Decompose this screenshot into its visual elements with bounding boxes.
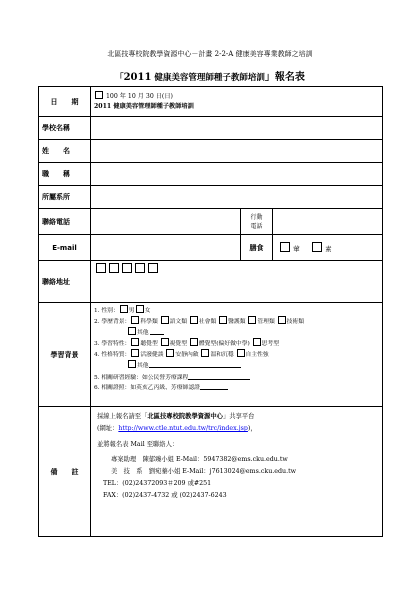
traits-line: 4. 性格特質： 活潑健談 安靜內斂 溫和沉穩 自主性強 bbox=[94, 349, 379, 360]
date-value: 100 年 10 月 30 日(日) 2011 健康美容管理師種子教師培訓 bbox=[91, 87, 383, 117]
diet-label: 膳食 bbox=[241, 235, 273, 261]
education-other-line: 其他 bbox=[94, 327, 379, 338]
date-event-name: 2011 健康美容管理師種子教師培訓 bbox=[94, 103, 194, 110]
title-close: 」報名表 bbox=[264, 72, 305, 83]
postcode-box-2[interactable] bbox=[109, 263, 119, 273]
notes-line-1: 採線上報名請至「北區技專校院教學資源中心」共享平台 bbox=[97, 413, 255, 420]
diet-options: 葷 素 bbox=[273, 235, 383, 261]
address-field[interactable] bbox=[91, 261, 383, 303]
phone-label: 聯絡電話 bbox=[39, 209, 91, 235]
title-year: 2011 bbox=[123, 72, 152, 83]
trait-opt-3-checkbox[interactable] bbox=[237, 349, 245, 357]
title-name: 健康美容管理師種子教師培訓 bbox=[154, 73, 265, 83]
traits-other-line: 其他 bbox=[94, 360, 379, 371]
email-label: E-mail bbox=[39, 235, 91, 261]
notes-line-3: 並將報名表 Mail 至聯絡人： bbox=[97, 441, 179, 448]
edu-opt-3-checkbox[interactable] bbox=[219, 316, 227, 324]
edu-opt-1-checkbox[interactable] bbox=[161, 316, 169, 324]
style-opt-2-checkbox[interactable] bbox=[190, 338, 198, 346]
date-label: 日 期 bbox=[39, 87, 91, 117]
position-row bbox=[39, 163, 383, 186]
notes-label: 備 註 bbox=[39, 407, 91, 537]
edu-opt-0-checkbox[interactable] bbox=[131, 316, 139, 324]
certificate-line: 6. 相關證照：如英亥乙丙級、芳療師認證 bbox=[94, 383, 379, 393]
date-checkbox[interactable] bbox=[95, 91, 103, 99]
style-opt-1-checkbox[interactable] bbox=[161, 338, 169, 346]
form-subtitle: 北區技專校院教學資源中心－計畫 2-2-A 健康美容專業教師之培訓 bbox=[107, 50, 313, 58]
registration-table bbox=[38, 86, 383, 537]
edu-other-checkbox[interactable] bbox=[128, 327, 136, 335]
postcode-box-1[interactable] bbox=[96, 263, 106, 273]
postcode-box-4[interactable] bbox=[135, 263, 145, 273]
edu-opt-2-checkbox[interactable] bbox=[190, 316, 198, 324]
email-row bbox=[39, 235, 383, 261]
position-field[interactable] bbox=[91, 163, 383, 186]
learning-style-line: 3. 學習特性： 聽覺型 視覺型 體覺型(偏好做中學) 思考型 bbox=[94, 338, 379, 349]
school-field[interactable] bbox=[91, 117, 383, 140]
trait-opt-0-checkbox[interactable] bbox=[131, 349, 139, 357]
notes-content bbox=[91, 407, 383, 537]
education-line: 2. 學歷背景： 科學類 語文類 社會類 醫護類 管理類 技術類 bbox=[94, 316, 379, 327]
address-label: 聯絡地址 bbox=[39, 261, 91, 303]
certificate-field[interactable] bbox=[200, 383, 228, 390]
contact-department: 美 技 系 劉宛蓁小姐 E-Mail：j7613024@ems.cku.edu.tw bbox=[111, 468, 296, 475]
position-label: 職 稱 bbox=[39, 163, 91, 186]
contact-tel: TEL：(02)24372093＃209 或#251 bbox=[103, 480, 212, 487]
background-row bbox=[39, 303, 383, 407]
date-row bbox=[39, 87, 383, 117]
mobile-label: 行動 電話 bbox=[241, 209, 273, 235]
department-label: 所屬系所 bbox=[39, 186, 91, 209]
platform-link[interactable]: http://www.ctle.ntut.edu.tw/trc/index.jsp bbox=[118, 425, 248, 432]
edu-opt-4-checkbox[interactable] bbox=[248, 316, 256, 324]
trait-opt-2-checkbox[interactable] bbox=[201, 349, 209, 357]
gender-female-checkbox[interactable] bbox=[136, 305, 144, 313]
contact-fax: FAX：(02)2437-4732 或 (02)2437-6243 bbox=[103, 492, 227, 499]
name-label: 姓 名 bbox=[39, 140, 91, 163]
edu-opt-5-checkbox[interactable] bbox=[278, 316, 286, 324]
school-label: 學校名稱 bbox=[39, 117, 91, 140]
postcode-box-5[interactable] bbox=[148, 263, 158, 273]
name-field[interactable] bbox=[91, 140, 383, 163]
trait-opt-1-checkbox[interactable] bbox=[166, 349, 174, 357]
name-row bbox=[39, 140, 383, 163]
contact-assistant: 專案助理 陳郁臻小姐 E-Mail：5947382@ems.cku.edu.tw bbox=[111, 456, 288, 463]
trait-other-checkbox[interactable] bbox=[128, 360, 136, 368]
email-field[interactable] bbox=[91, 235, 241, 261]
notes-line-2: (網址：http://www.ctle.ntut.edu.tw/trc/index.jsp)， bbox=[97, 425, 257, 432]
address-row bbox=[39, 261, 383, 303]
postcode-box-3[interactable] bbox=[122, 263, 132, 273]
style-opt-3-checkbox[interactable] bbox=[253, 338, 261, 346]
style-opt-0-checkbox[interactable] bbox=[131, 338, 139, 346]
diet-meat-checkbox[interactable] bbox=[280, 242, 290, 252]
school-row bbox=[39, 117, 383, 140]
notes-row bbox=[39, 407, 383, 537]
experience-field[interactable] bbox=[188, 373, 250, 380]
background-content bbox=[91, 303, 383, 407]
mobile-field[interactable] bbox=[273, 209, 383, 235]
background-label: 學習背景 bbox=[39, 303, 91, 407]
edu-other-field[interactable] bbox=[150, 328, 164, 335]
department-field[interactable] bbox=[91, 186, 383, 209]
experience-line: 5. 相關研習經驗：如公民營芳療課程 bbox=[94, 373, 379, 383]
gender-line: 1. 性別： 男 女 bbox=[94, 305, 379, 316]
form-title bbox=[0, 68, 420, 83]
phone-row bbox=[39, 209, 383, 235]
title-open: 「 bbox=[115, 73, 124, 83]
gender-male-checkbox[interactable] bbox=[120, 305, 128, 313]
diet-veg-checkbox[interactable] bbox=[312, 242, 322, 252]
department-row bbox=[39, 186, 383, 209]
trait-other-field[interactable] bbox=[149, 361, 241, 368]
phone-field[interactable] bbox=[91, 209, 241, 235]
